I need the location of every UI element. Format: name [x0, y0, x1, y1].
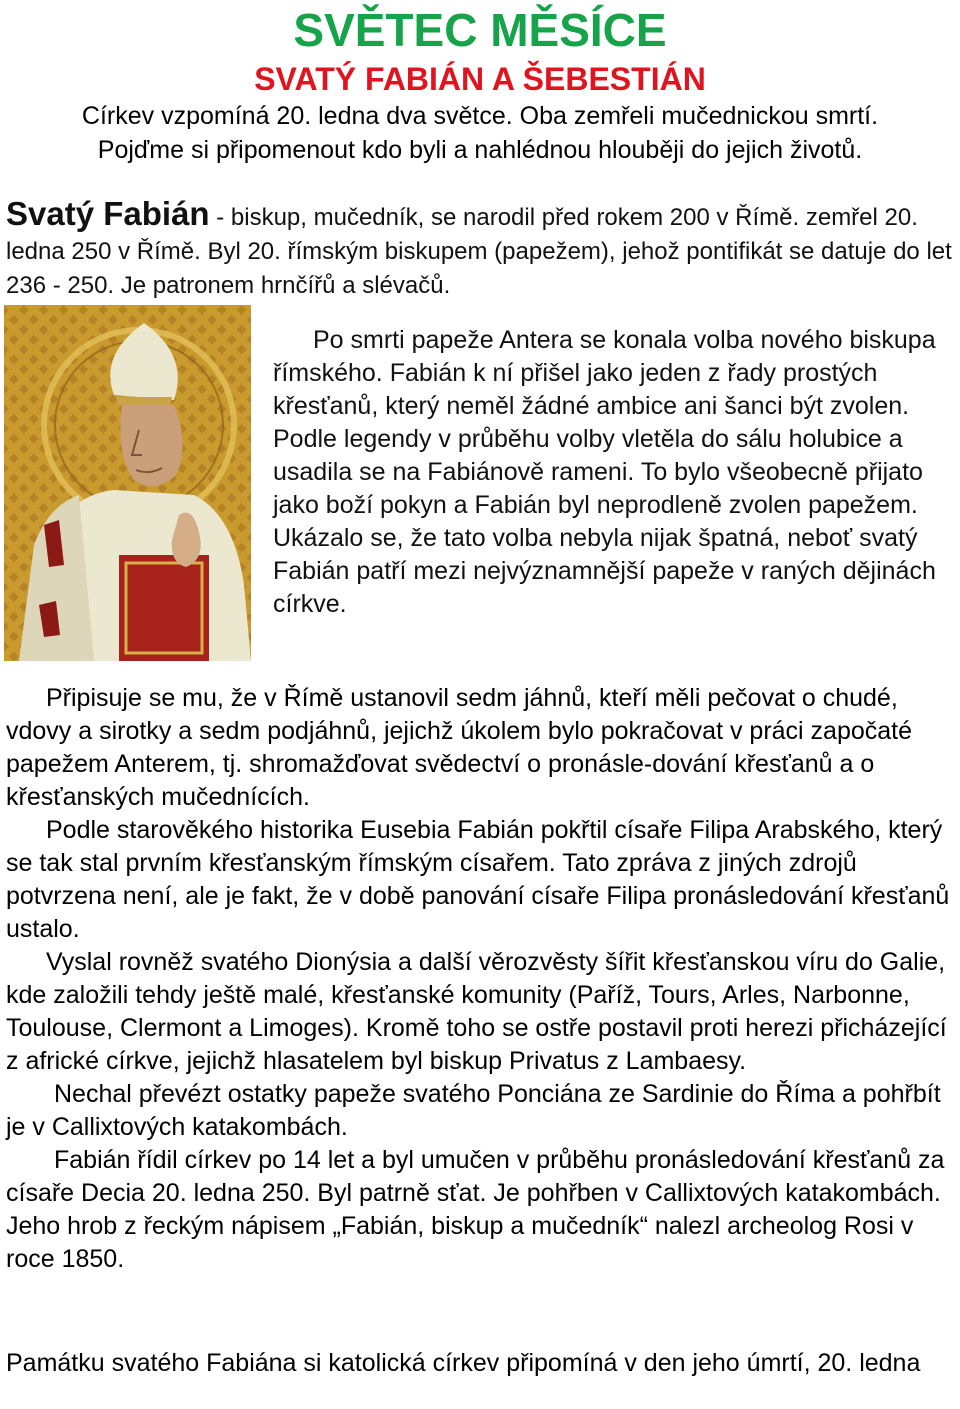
book: [119, 555, 209, 661]
intro-line-1: Církev vzpomíná 20. ledna dva světce. Oba zemřeli mučednickou smrtí.: [81, 102, 879, 130]
page-subtitle: SVATÝ FABIÁN A ŠEBESTIÁN: [254, 61, 706, 97]
paragraph-eusebius: Podle starověkého historika Eusebia Fabián pokřtil císaře Filipa Arabského, který se tak stal prvním křesťanským římským císařem. Tato zpráva z jiných zdrojů potvrzena není, ale je fakt, že v době panování císaře Filipa pronásledování křesťanů ustalo.: [6, 816, 950, 943]
page-title: SVĚTEC MĚSÍCE: [293, 4, 667, 56]
paragraph-pontian-relics: Nechal převézt ostatky papeže svatého Ponciána ze Sardinie do Říma a pohřbít je v Callixtových katakombách.: [6, 1080, 941, 1141]
election-paragraph: Po smrti papeže Antera se konala volba nového biskupa římského. Fabián k ní přišel jako jeden z řady prostých křesťanů, který neměl žádné ambice ani šanci být zvolen. Podle legendy v průběhu volby vletěla do sálu holubice a usadila se na Fabiánově rameni. To bylo všeobecně přijato jako boží pokyn a Fabián byl neprodleně zvolen papežem. Ukázalo se, že tato volba nebyla nijak špatná, neboť svatý Fabián patří mezi nejvýznamnější papeže v raných dějinách církve.: [273, 326, 936, 618]
election-paragraph-block: [273, 324, 957, 621]
intro-line-2: Pojďme si připomenout kdo byli a nahlédnou hlouběji do jejich životů.: [97, 136, 863, 164]
paragraph-gaul-mission: Vyslal rovněž svatého Dionýsia a další věrozvěsty šířit křesťanskou víru do Galie, kde založili tehdy ještě malé, křesťanské komunity (Paříž, Tours, Arles, Narbonne, Toulouse, Clermont a Limoges). Kromě toho se ostře postavil proti herezi přicházející z africké církve, jejichž hlasatelem byl biskup Privatus z Lambaesy.: [6, 948, 947, 1075]
paragraph-deacons: Připisuje se mu, že v Římě ustanovil sedm jáhnů, kteří měli pečovat o chudé, vdovy a sirotky a sedm podjáhnů, jejichž úkolem bylo pokračovat v práci započaté papežem Anterem, tj. shromažďovat svědectví o pronásle-dování křesťanů a o křesťanských mučednících.: [6, 684, 913, 811]
fabian-intro-paragraph: [6, 197, 956, 303]
saint-fabian-portrait-icon: [4, 305, 251, 661]
fabian-intro-text: - biskup, mučedník, se narodil před rokem 200 v Římě. zemřel 20. ledna 250 v Římě. Byl 20. římským biskupem (papežem), jehož pontifikát se datuje do let 236 - 250. Je patronem hrnčířů a slévačů.: [6, 204, 952, 299]
body-text: [6, 682, 956, 1276]
saint-name-heading: Svatý Fabián: [6, 195, 210, 232]
feast-day-note: Památku svatého Fabiána si katolická církev připomíná v den jeho úmrtí, 20. ledna: [6, 1349, 921, 1377]
intro-block: [0, 99, 960, 167]
paragraph-martyrdom: Fabián řídil církev po 14 let a byl umučen v průběhu pronásledování křesťanů za císaře Decia 20. ledna 250. Byl patrně sťat. Je pohřben v Callixtových katakombách. Jeho hrob z řeckým nápisem „Fabián, biskup a mučedník“ nalezl archeolog Rosi v roce 1850.: [6, 1146, 945, 1273]
